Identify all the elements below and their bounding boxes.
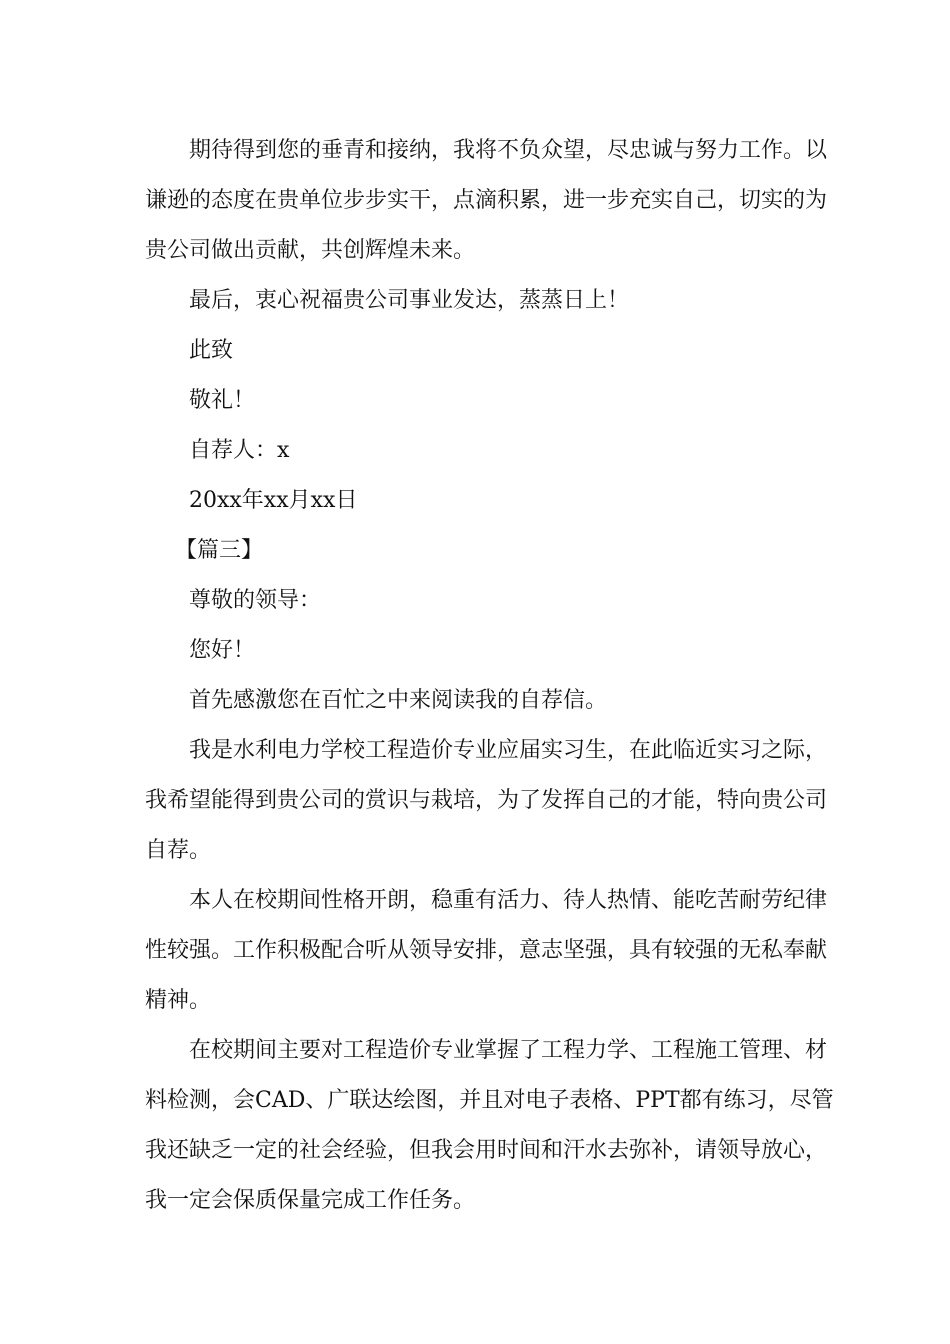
salutation-jingli: 敬礼！ xyxy=(189,388,256,413)
greeting-recipient: 尊敬的领导： xyxy=(189,588,322,613)
paragraph-personality: 本人在校期间性格开朗，稳重有活力、待人热情、能吃苦耐劳纪律性较强。工作积极配合听从领导安排，意志坚强，具有较强的无私奉献精神。 xyxy=(145,888,828,1013)
greeting-hello: 您好！ xyxy=(189,638,256,663)
paragraph-closing-commitment: 期待得到您的垂青和接纳，我将不负众望，尽忠诚与努力工作。以谦逊的态度在贵单位步步实干，点滴积累，进一步充实自己，切实的为贵公司做出贡献，共创辉煌未来。 xyxy=(145,138,828,263)
signature-line: 自荐人：x xyxy=(189,438,290,463)
paragraph-thanks: 首先感激您在百忙之中来阅读我的自荐信。 xyxy=(189,688,608,713)
paragraph-introduction: 我是水利电力学校工程造价专业应届实习生，在此临近实习之际，我希望能得到贵公司的赏识与栽培，为了发挥自己的才能，特向贵公司自荐。 xyxy=(145,738,828,863)
document-body xyxy=(145,126,835,1226)
section-heading: 【篇三】 xyxy=(175,538,264,563)
paragraph-closing-wishes: 最后，衷心祝福贵公司事业发达，蒸蒸日上！ xyxy=(189,288,630,313)
date-line: 20xx年xx月xx日 xyxy=(189,488,358,513)
paragraph-skills: 在校期间主要对工程造价专业掌握了工程力学、工程施工管理、材料检测，会CAD、广联达绘图，并且对电子表格、PPT都有练习，尽管我还缺乏一定的社会经验，但我会用时间和汗水去弥补，请领导放心，我一定会保质保量完成工作任务。 xyxy=(145,1038,834,1213)
salutation-cizhi: 此致 xyxy=(189,338,234,363)
